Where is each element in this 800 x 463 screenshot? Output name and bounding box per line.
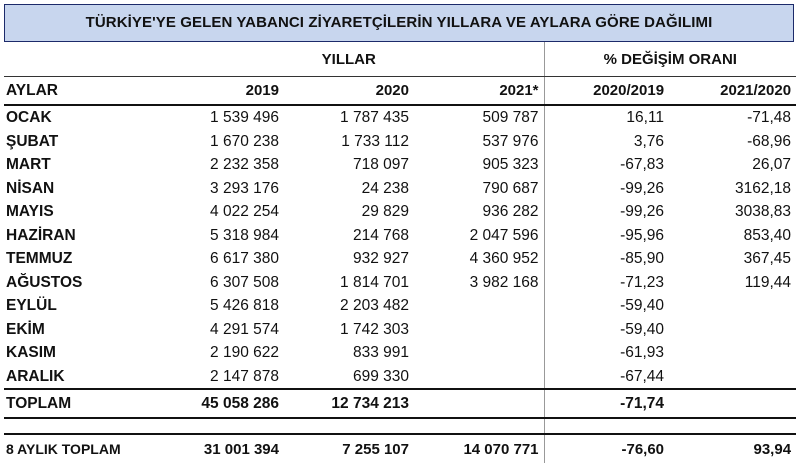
cell-c1: 3,76 [544,130,669,154]
row-label: ARALIK [6,367,65,385]
cell-c1: -76,60 [544,434,669,463]
cell-y2019: 6 307 508 [210,273,279,291]
cell-c1: -59,40 [544,294,669,318]
cell-y2019: 1 539 496 [210,109,279,127]
row-label: EKİM [6,320,45,338]
cell-y2020: 24 238 [361,179,409,197]
cell-y2021: 3 982 168 [469,273,539,291]
table-row [4,247,796,271]
row-label: TEMMUZ [6,250,73,268]
cell-y2019: 4 291 574 [210,320,279,338]
row-label: NİSAN [6,179,55,197]
cell-c2 [669,365,796,390]
cell-c2: -71,48 [747,109,792,127]
cell-y2019: 5 426 818 [210,297,279,315]
spacer-row [4,418,796,434]
table-row [4,130,796,154]
row-label: 8 AYLIK TOPLAM [4,434,154,463]
column-header-change-2021-2020: 2021/2020 [669,77,796,106]
row-label: TOPLAM [4,389,154,418]
cell-y2021: 905 323 [482,156,539,174]
cell-c1: -71,23 [544,271,669,295]
cell-y2019: 5 318 984 [210,226,279,244]
cell-y2020: 214 768 [352,226,409,244]
table-row [4,177,796,201]
cell-c1: -61,93 [544,341,669,365]
cell-y2019: 6 617 380 [210,250,279,268]
group-header-row [4,42,796,77]
table-body [4,42,796,463]
cell-y2021: 936 282 [482,203,539,221]
column-header-2021: 2021* [414,77,544,106]
cell-y2021: 2 047 596 [469,226,539,244]
row-label: ŞUBAT [6,132,59,150]
cell-c2: 26,07 [752,156,792,174]
cell-y2020: 12 734 213 [284,389,414,418]
cell-y2021: 4 360 952 [469,250,539,268]
years-group-header: YILLAR [154,42,544,77]
table-row [4,200,796,224]
table-row [4,224,796,248]
cell-y2020: 833 991 [352,344,409,362]
visitor-table [4,42,796,463]
cell-y2021: 537 976 [482,132,539,150]
table-row [4,341,796,365]
table-row [4,318,796,342]
cell-c1: -71,74 [544,389,669,418]
cell-y2021 [414,294,544,318]
cell-y2019: 45 058 286 [154,389,284,418]
cell-c1: -95,96 [544,224,669,248]
cell-y2020: 699 330 [352,367,409,385]
cell-y2020: 932 927 [352,250,409,268]
cell-y2020: 1 814 701 [340,273,409,291]
cell-c2: 93,94 [669,434,796,463]
cell-c2: 367,45 [743,250,792,268]
cell-y2020: 1 787 435 [340,109,409,127]
cell-y2021 [414,318,544,342]
cell-y2020: 29 829 [361,203,409,221]
cell-c1: -85,90 [544,247,669,271]
cell-y2021: 509 787 [482,109,539,127]
column-header-2019: 2019 [154,77,284,106]
cell-y2019: 1 670 238 [210,132,279,150]
cell-y2019: 2 232 358 [210,156,279,174]
row-label: MART [6,156,51,174]
cell-c2: 3038,83 [735,203,792,221]
row-label: KASIM [6,344,56,362]
cell-y2019: 2 147 878 [210,367,279,385]
column-header-row [4,77,796,106]
cell-c1: -67,44 [544,365,669,390]
cell-y2021 [414,365,544,390]
column-header-months: AYLAR [4,77,154,106]
cell-c2: 119,44 [744,273,792,291]
cell-c2 [669,294,796,318]
table-row [4,365,796,390]
table-title: TÜRKİYE'YE GELEN YABANCI ZİYARETÇİLERİN YILLARA VE AYLARA GÖRE DAĞILIMI [4,4,794,42]
cell-c2: -68,96 [747,132,792,150]
table-row [4,294,796,318]
cell-y2021 [414,389,544,418]
table-row [4,105,796,130]
row-label: HAZİRAN [6,226,76,244]
table-row [4,153,796,177]
table-row [4,271,796,295]
cell-y2019: 4 022 254 [210,203,279,221]
change-group-header: % DEĞİŞİM ORANI [544,42,796,77]
row-label: OCAK [6,109,52,127]
cell-y2019: 31 001 394 [154,434,284,463]
row-label: EYLÜL [6,297,57,315]
cell-y2020: 2 203 482 [340,297,409,315]
cell-c2 [669,389,796,418]
cell-y2020: 1 742 303 [340,320,409,338]
cell-c2: 3162,18 [735,179,792,197]
cell-c2: 853,40 [743,226,792,244]
eight-month-total-row [4,434,796,463]
cell-c1: 16,11 [544,105,669,130]
cell-y2019: 3 293 176 [210,179,279,197]
row-label: AĞUSTOS [6,273,83,291]
cell-y2021 [414,341,544,365]
cell-c1: -99,26 [544,177,669,201]
column-header-change-2020-2019: 2020/2019 [544,77,669,106]
cell-y2021: 14 070 771 [414,434,544,463]
cell-c2 [669,341,796,365]
cell-c1: -67,83 [544,153,669,177]
cell-c1: -59,40 [544,318,669,342]
cell-y2020: 718 097 [352,156,409,174]
total-row [4,389,796,418]
row-label: MAYIS [6,203,54,221]
cell-y2020: 1 733 112 [341,132,409,150]
cell-c1: -99,26 [544,200,669,224]
cell-y2021: 790 687 [482,179,539,197]
cell-c2 [669,318,796,342]
cell-y2020: 7 255 107 [284,434,414,463]
column-header-2020: 2020 [284,77,414,106]
cell-y2019: 2 190 622 [210,344,279,362]
